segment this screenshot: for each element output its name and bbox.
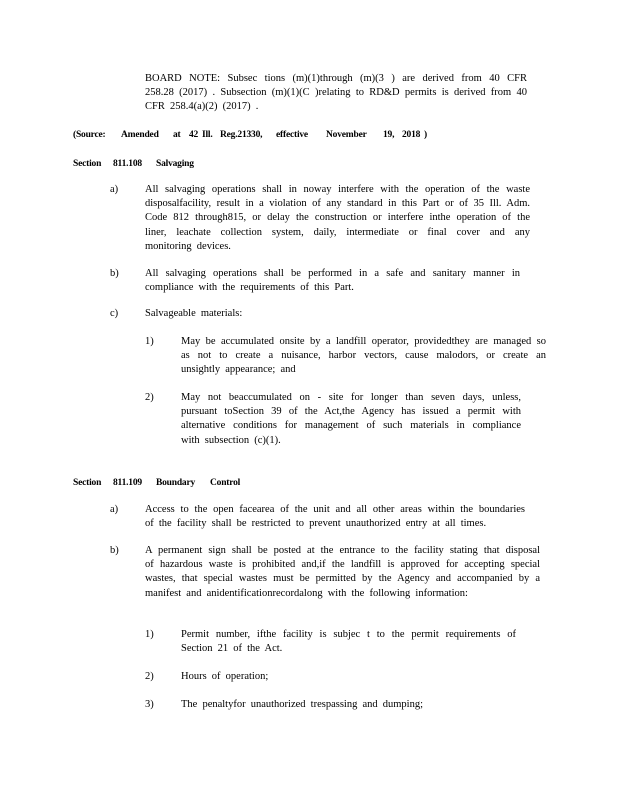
source-day: 19, bbox=[383, 130, 395, 140]
subitem-label: 1) bbox=[145, 336, 154, 347]
item-text: Access to the open facearea of the unit and all other areas within the boundaries of the facility shall be restricted to prevent unauthorized entry at all times. bbox=[145, 504, 525, 530]
section-word: Section bbox=[73, 159, 102, 169]
subitem-label: 1) bbox=[145, 629, 154, 640]
item-text: A permanent sign shall be posted at the entrance to the facility stating that disposal of hazardous waste is prohibited and,if the landfill is approved for accepting special wastes, that special wastes must be permitted by the Agency and accompanied by a manifest and anidentificationrecordalong with the following information: bbox=[145, 545, 540, 599]
section-word: Section bbox=[73, 478, 102, 488]
subitem-text: May not beaccumulated on - site for longer than seven days, unless, pursuant toSection 39 of the Act,the Agency has issued a permit with alternative conditions for management of such materials in compliance with subsection (c)(1). bbox=[181, 392, 521, 446]
subitem-label: 3) bbox=[145, 699, 154, 710]
source-month: November bbox=[326, 130, 367, 140]
item-label: c) bbox=[110, 308, 119, 319]
item-text: All salvaging operations shall in noway interfere with the operation of the waste disposalfacility, result in a violation of any standard in this Part or of 35 Ill. Adm. Code 812 through815, or delay the construction or interfere inthe operation of the liner, leachate collection system, daily, intermediate or final cover and any monitoring devices. bbox=[145, 184, 530, 252]
item-text: Salvageable materials: bbox=[145, 308, 243, 319]
section-title-boundary: Boundary bbox=[156, 478, 196, 488]
source-ill: Ill. bbox=[202, 130, 213, 140]
subitem-text: Hours of operation; bbox=[181, 671, 269, 682]
source-open: (Source: bbox=[73, 130, 106, 140]
item-label: a) bbox=[110, 184, 119, 195]
source-amended: Amended bbox=[121, 130, 159, 140]
item-text: All salvaging operations shall be performed in a safe and sanitary manner in compliance with the requirements of this Part. bbox=[145, 268, 520, 294]
item-label: b) bbox=[110, 545, 119, 556]
subitem-text: May be accumulated onsite by a landfill operator, providedthey are managed so as not to create a nuisance, harbor vectors, cause malodors, or create an unsightly appearance; and bbox=[181, 336, 546, 376]
board-note: BOARD NOTE: Subsec tions (m)(1)through (m)(3 ) are derived from 40 CFR 258.28 (2017) . Subsection (m)(1)(C )relating to RD&D permits is derived from 40 CFR 258.4(a)(2) (2017) . bbox=[145, 73, 527, 113]
source-at: at bbox=[173, 130, 181, 140]
source-effective: effective bbox=[276, 130, 308, 140]
subitem-label: 2) bbox=[145, 671, 154, 682]
section-number: 811.108 bbox=[113, 159, 142, 169]
subitem-label: 2) bbox=[145, 392, 154, 403]
source-volume: 42 bbox=[189, 130, 199, 140]
source-reg: Reg.21330, bbox=[220, 130, 263, 140]
subitem-text: Permit number, ifthe facility is subjec t to the permit requirements of Section 21 of the Act. bbox=[181, 629, 516, 655]
item-label: a) bbox=[110, 504, 119, 515]
section-title-control: Control bbox=[210, 478, 241, 488]
item-label: b) bbox=[110, 268, 119, 279]
section-title: Salvaging bbox=[156, 159, 194, 169]
source-year: 2018 bbox=[402, 130, 421, 140]
section-number: 811.109 bbox=[113, 478, 142, 488]
source-close: ) bbox=[424, 130, 427, 140]
subitem-text: The penaltyfor unauthorized trespassing and dumping; bbox=[181, 699, 423, 710]
